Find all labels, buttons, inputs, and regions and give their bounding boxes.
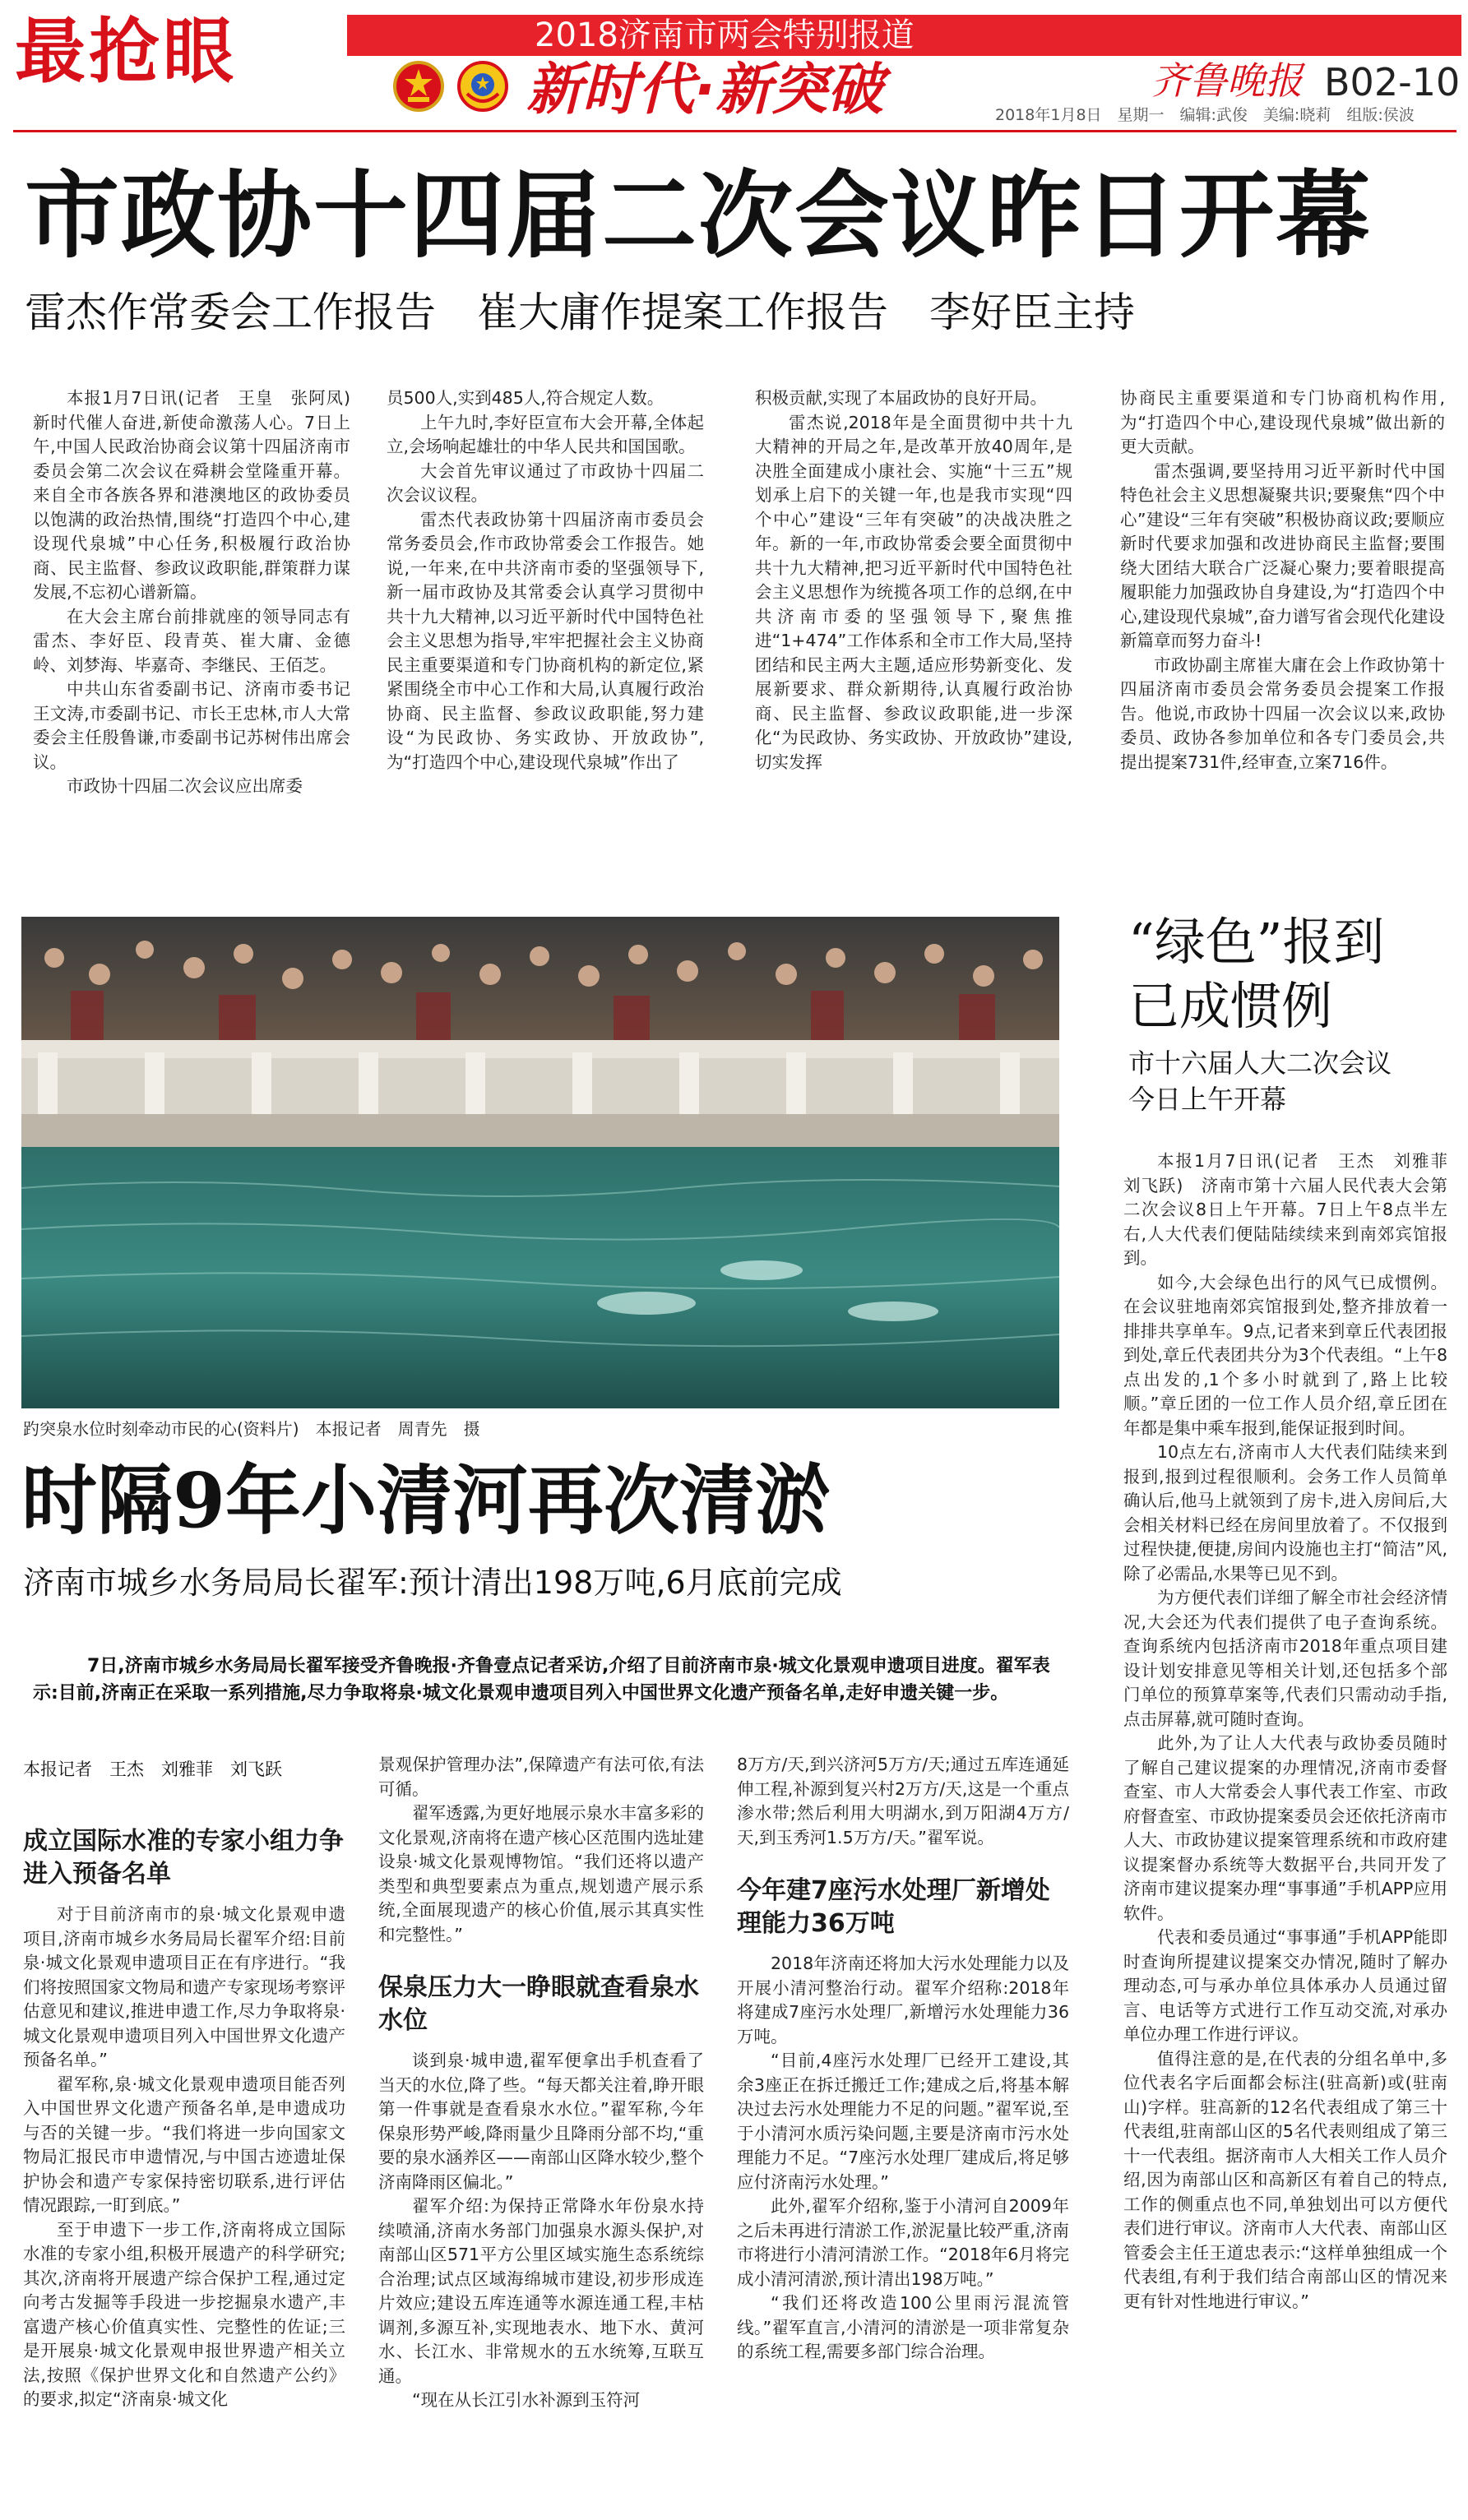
- page-code: B02-10: [1324, 60, 1461, 104]
- river-paragraph: “现在从长江引水补源到玉符河: [412, 2390, 641, 2410]
- header-rule: [13, 130, 1456, 132]
- river-subheading-2: 保泉压力大一睁眼就查看泉水水位: [378, 1973, 699, 2035]
- lead-paragraph: 雷杰强调,要坚持用习近平新时代中国特色社会主义思想凝聚共识;要聚焦“四个中心”建设“三年有突破”积极协商议政;要顺应新时代要求加强和改进协商民主监督;要围绕大团结大联合广泛凝心聚力;要着眼提高履职能力加强政协自身建设,为“打造四个中心,建设现代泉城”,奋力谱写省会现代化建设新篇章而努力奋斗!: [1120, 460, 1445, 650]
- river-lede: 7日,济南市城乡水务局局长翟军接受齐鲁晚报·齐鲁壹点记者采访,介绍了目前济南市泉·城文化景观申遗项目进度。翟军表示:目前,济南正在采取一系列措施,尽力争取将泉·城文化景观申遗项目列入中国世界文化遗产预备名单,走好申遗关键一步。: [33, 1656, 1050, 1704]
- banner-top-text: 2018济南市两会特别报道: [535, 16, 915, 54]
- side-paragraph: 10点左右,济南市人大代表们陆续来到报到,报到过程很顺利。会务工作人员简单确认后,他马上就领到了房卡,进入房间后,大会相关材料已经在房间里放着了。不仅报到过程快捷,便捷,房间内设施也主打“简洁”风,除了必需品,水果等已见不到。: [1123, 1442, 1447, 1584]
- river-paragraph: 景观保护管理办法”,保障遗产有法可依,有法可循。: [378, 1755, 704, 1799]
- river-column-1: [23, 1825, 345, 2516]
- river-subheading-1: 成立国际水准的专家小组力争进入预备名单: [23, 1827, 344, 1889]
- lead-paragraph: 协商民主重要渠道和专门协商机构作用,为“打造四个中心,建设现代泉城”做出新的更大贡献。: [1120, 388, 1445, 456]
- lead-column-4: [1120, 386, 1445, 847]
- paper-name: 齐鲁晚报: [1151, 58, 1303, 103]
- side-paragraph: 代表和委员通过“事事通”手机APP能即时查询所提建议提案交办情况,随时了解办理动态,可与承办单位具体承办人员通过留言、电话等方式进行工作互动交流,对承办单位办理工作进行评议。: [1123, 1927, 1447, 2044]
- river-paragraph: 翟军透露,为更好地展示泉水丰富多彩的文化景观,济南将在遗产核心区范围内选址建设泉·城文化景观博物馆。“我们还将以遗产类型和典型要素点为重点,规划遗产展示系统,全面展现遗产的核心价值,展示其真实性和完整性。”: [378, 1803, 705, 1944]
- side-paragraph: 本报1月7日讯(记者 王杰 刘雅菲 刘飞跃) 济南市第十六届人民代表大会第二次会议8日上午开幕。7日上午8点半左右,人大代表们便陆陆续续来到南郊宾馆报到。: [1123, 1151, 1465, 1268]
- side-paragraph: 如今,大会绿色出行的风气已成惯例。在会议驻地南郊宾馆报到处,整齐排放着一排排共享单车。9点,记者来到章丘代表团报到处,章丘代表团共分为3个代表组。“上午8点出发的,1个多小时就到了,路上比较顺。”章丘团的一位工作人员介绍,章丘团在年都是集中乘车报到,能保证报到时间。: [1123, 1272, 1447, 1438]
- river-paragraph: “目前,4座污水处理厂已经开工建设,其余3座正在拆迁搬迁工作;建成之后,将基本解决过去污水处理能力不足的问题。”翟军说,至于小清河水质污染问题,主要是济南市污水处理能力不足。“7座污水处理厂建成后,将足够应付济南污水处理。”: [737, 2051, 1069, 2192]
- river-paragraph: 翟军介绍:为保持正常降水年份泉水持续喷涌,济南水务部门加强泉水源头保护,对南部山区571平方公里区域实施生态系统综合治理;试点区域海绵城市建设,初步形成连片效应;建设五库连通等水源连通工程,丰枯调剂,多源互补,实现地表水、地下水、黄河水、长江水、非常规水的五水统筹,互联互通。: [378, 2196, 704, 2386]
- lead-paragraph: 雷杰代表政协第十四届济南市委员会常务委员会,作市政协常委会工作报告。她说,一年来,在中共济南市委的坚强领导下,新一届市政协及其常委会认真学习贯彻中共十九大精神,以习近平新时代中国特色社会主义思想为指导,牢牢把握社会主义协商民主重要渠道和专门协商机构的新定位,紧紧围绕全市中心工作和大局,认真履行政治协商、民主监督、参政议政职能,努力建设“为民政协、务实政协、开放政协”,为“打造四个中心,建设现代泉城”作出了: [387, 509, 704, 772]
- lead-paragraph: 积极贡献,实现了本届政协的良好开局。: [755, 388, 1048, 408]
- lead-paragraph: 员500人,实到485人,符合规定人数。: [387, 388, 665, 408]
- river-byline: 本报记者 王杰 刘雅菲 刘飞跃: [23, 1759, 282, 1779]
- lead-column-3: [755, 386, 1072, 847]
- side-paragraph: 为方便代表们详细了解全市社会经济情况,大会还为代表们提供了电子查询系统。查询系统内包括济南市2018年重点项目建设计划安排意见等相关计划,还包括多个部门单位的预算草案等,代表们只需动动手指,点击屏幕,就可随时查询。: [1123, 1588, 1447, 1729]
- lead-paragraph: 大会首先审议通过了市政协十四届二次会议议程。: [387, 460, 704, 505]
- issue-meta: 2018年1月8日 星期一 编辑:武俊 美编:晓莉 组版:侯波: [995, 106, 1415, 124]
- river-paragraph: 翟军称,泉·城文化景观申遗项目能否列入中国世界文化遗产预备名单,是申遗成功与否的关键一步。“我们将进一步向国家文物局汇报民市申遗情况,与中国古迹遗址保护协会和遗产专家保持密切联系,进行评估情况跟踪,一盯到底。”: [23, 2074, 345, 2215]
- side-paragraph: 此外,为了让人大代表与政协委员随时了解自己建议提案的办理情况,济南市委督查室、市人大常委会人事代表工作室、市政府督查室、市政协提案委员会还依托济南市人大、市政协建议提案管理系统和市政府建议提案督办系统等大数据平台,共同开发了济南市建议提案办理“事事通”手机APP应用软件。: [1123, 1733, 1447, 1923]
- side-subhead-line-1: 市十六届人大二次会议: [1128, 1047, 1392, 1079]
- river-column-2: [378, 1753, 704, 2516]
- lead-paragraph: 雷杰说,2018年是全面贯彻中共十九大精神的开局之年,是改革开放40周年,是决胜全面建成小康社会、实施“十三五”规划承上启下的关键一年,也是我市实现“四个中心”建设“三年有突破”的决战决胜之年。新的一年,市政协常委会要全面贯彻中共十九大精神,把习近平新时代中国特色社会主义思想作为统揽各项工作的总纲,在中共济南市委的坚强领导下,聚焦推进“1+474”工作体系和全市工作大局,坚持团结和民主两大主题,适应形势新变化、发展新要求、群众新期待,认真履行政治协商、民主监督、参政议政职能,进一步深化“为民政协、务实政协、开放政协”建设,切实发挥: [755, 412, 1072, 772]
- river-column-3: [737, 1753, 1069, 2516]
- side-column: [1123, 1149, 1465, 2514]
- lead-paragraph: 市政协十四届二次会议应出席委: [67, 776, 303, 796]
- side-subhead-line-2: 今日上午开幕: [1128, 1084, 1287, 1115]
- side-paragraph: 值得注意的是,在代表的分组名单中,多位代表名字后面都会标注(驻高新)或(驻南山)字样。驻高新的12名代表组成了第三十代表组,驻南部山区的5名代表则组成了第三十一代表组。据济南市人大相关工作人员介绍,因为南部山区和高新区有着自己的特点,工作的侧重点也不同,单独划出可以方便代表们进行审议。济南市人大代表、南部山区管委会主任王道忠表示:“这样单独组成一个代表组,有利于我们结合南部山区的情况来更有针对性地进行审议。”: [1123, 2048, 1447, 2311]
- lead-paragraph: 本报1月7日讯(记者 王皇 张阿凤) 新时代催人奋进,新使命激荡人心。7日上午,中国人民政治协商会议第十四届济南市委员会第二次会议在舜耕会堂隆重开幕。来自全市各族各界和港澳地区的政协委员以饱满的政治热情,围绕“打造四个中心,建设现代泉城”中心任务,积极履行政治协商、民主监督、参政议政职能,群策群力谋发展,不忘初心谱新篇。: [33, 388, 368, 602]
- river-paragraph: 谈到泉·城申遗,翟军便拿出手机查看了当天的水位,降了些。“每天都关注着,睁开眼第一件事就是查看泉水水位。”翟军称,今年保泉形势严峻,降雨量少且降雨分部不均,“重要的泉水涵养区——南部山区降水较少,整个济南降雨区偏北。”: [378, 2051, 705, 2192]
- river-paragraph: 8万方/天,到兴济河5万方/天;通过五库连通延伸工程,补源到复兴村2万方/天,这是一个重点渗水带;然后利用大明湖水,到万阳湖4万方/天,到玉秀河1.5万方/天。”翟军说。: [737, 1755, 1069, 1847]
- spring-photo: [21, 917, 1059, 1408]
- lead-column-1: [33, 386, 368, 847]
- river-subhead: 济南市城乡水务局局长翟军:预计清出198万吨,6月底前完成: [23, 1565, 842, 1601]
- lead-column-2: [387, 386, 704, 847]
- banner-slogan: 新时代·新突破: [526, 58, 883, 123]
- section-label: 最抢眼: [15, 11, 237, 93]
- river-paragraph: 对于目前济南市的泉·城文化景观申遗项目,济南市城乡水务局局长翟军介绍:目前泉·城文化景观申遗项目正在有序进行。“我们将按照国家文物局和遗产专家现场考察评估意见和建议,推进申遗工作,尽力争取将泉·城文化景观申遗项目列入中国世界文化遗产预备名单。”: [23, 1904, 345, 2069]
- river-subheading-3: 今年建7座污水处理厂新增处理能力36万吨: [737, 1876, 1050, 1938]
- lead-subhead: 雷杰作常委会工作报告 崔大庸作提案工作报告 李好臣主持: [25, 289, 1135, 336]
- river-paragraph: “我们还将改造100公里雨污混流管线。”翟军直言,小清河的清淤是一项非常复杂的系统工程,需要多部门综合治理。: [737, 2293, 1069, 2361]
- river-headline: 时隔9年小清河再次清淤: [21, 1456, 831, 1545]
- side-headline-line-2: 已成惯例: [1128, 976, 1333, 1036]
- lead-paragraph: 在大会主席台前排就座的领导同志有雷杰、李好臣、段青英、崔大庸、金德岭、刘梦海、毕嘉奇、李继民、王佰芝。: [33, 606, 350, 675]
- river-paragraph: 此外,翟军介绍称,鉴于小清河自2009年之后未再进行清淤工作,淤泥量比较严重,济南市将进行小清河清淤工作。“2018年6月将完成小清河清淤,预计清出198万吨。”: [737, 2196, 1069, 2289]
- cppcc-emblem-icon: [457, 61, 508, 112]
- lead-headline: 市政协十四届二次会议昨日开幕: [25, 160, 1373, 271]
- river-paragraph: 至于申遗下一步工作,济南将成立国际水准的专家小组,积极开展遗产的科学研究;其次,济南将开展遗产综合保护工程,通过定向考古发掘等手段进一步挖掘泉水遗产,丰富遗产核心价值真实性、完整性的佐证;三是开展泉·城文化景观申报世界遗产相关立法,按照《保护世界文化和自然遗产公约》的要求,拟定“济南泉·城文化: [23, 2219, 345, 2409]
- lead-paragraph: 上午九时,李好臣宣布大会开幕,全体起立,会场响起雄壮的中华人民共和国国歌。: [387, 412, 704, 456]
- photo-caption: 趵突泉水位时刻牵动市民的心(资料片) 本报记者 周青先 摄: [23, 1419, 480, 1439]
- lead-paragraph: 市政协副主席崔大庸在会上作政协第十四届济南市委员会常务委员会提案工作报告。他说,市政协十四届一次会议以来,政协委员、政协各参加单位和各专门委员会,共提出提案731件,经审查,立案716件。: [1120, 654, 1445, 772]
- side-headline-line-1: “绿色”报到: [1128, 912, 1385, 972]
- national-emblem-icon: [393, 61, 444, 112]
- river-paragraph: 2018年济南还将加大污水处理能力以及开展小清河整治行动。翟军介绍称:2018年将建成7座污水处理厂,新增污水处理能力36万吨。: [737, 1954, 1069, 2046]
- lead-paragraph: 中共山东省委副书记、济南市委书记王文涛,市委副书记、市长王忠林,市人大常委会主任殷鲁谦,市委副书记苏树伟出席会议。: [33, 679, 350, 772]
